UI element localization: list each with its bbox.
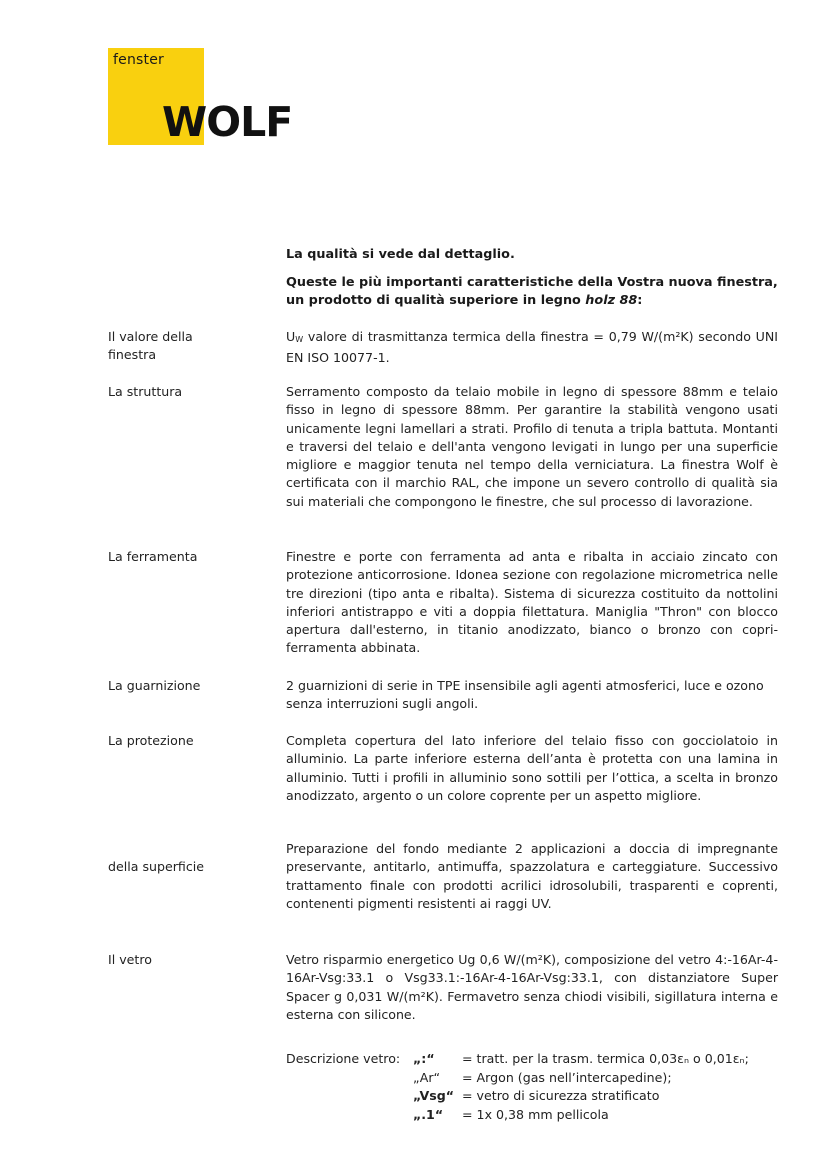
legend-code: „Vsg“ <box>413 1088 455 1103</box>
uw-subscript: W <box>295 335 304 344</box>
legend-definition: = vetro di sicurezza stratificato <box>462 1088 660 1103</box>
section-text: Completa copertura del lato inferiore del telaio fisso con gocciolatoio in alluminio. La parte inferiore esterna dell’anta è protetta con una lamina in alluminio. Tutti i profili in alluminio sono sottili per l’ottica, a scelta in bronzo anodizzato, argento o un colore coprente per un aspetto migliore. <box>286 733 778 803</box>
intro-lead-suffix: : <box>637 293 643 308</box>
section-text: Serramento composto da telaio mobile in legno di spessore 88mm e telaio fisso in legno di spessore 88mm. Per garantire la stabilità vengono usati unicamente legni lamellari a strati. Profilo di tenuta a tripla battuta. Montanti e traversi del telaio e dell'anta vengono levigati in lungo per una superficie migliore e maggior tenuta nel tempo della verniciatura. La finestra Wolf è certificata con il marchio RAL, che impone un severo controllo di qualità sia sui materiali che compongono le finestre, che sul processo di lavorazione. <box>286 384 778 509</box>
intro-lead <box>286 274 778 310</box>
section-text: Vetro risparmio energetico Ug 0,6 W/(m²K), composizione del vetro 4:-16Ar-4-16Ar-Vsg:33.1 o Vsg33.1:-16Ar-4-16Ar-Vsg:33.1, con distanziatore Super Spacer g 0,031 W/(m²K). Fermavetro senza chiodi visibili, sigillatura interna e esterna con silicone. <box>286 952 778 1022</box>
glass-legend-lead: Descrizione vetro: <box>286 1051 401 1066</box>
legend-definition: = 1x 0,38 mm pellicola <box>462 1106 609 1122</box>
section-label: La guarnizione <box>108 678 201 693</box>
section-label: della superficie <box>108 859 205 874</box>
section-label: La ferramenta <box>108 549 198 564</box>
section-label: La struttura <box>108 384 183 399</box>
section-text <box>286 328 778 368</box>
uw-symbol: U <box>286 329 296 344</box>
section-text: Preparazione del fondo mediante 2 applicazioni a doccia di impregnante preservante, antitarlo, antimuffa, spazzolatura e carteggiature. Successivo trattamento finale con prodotti acrilici idrosolubili, trasparenti e coprenti, contenenti pigmenti resistenti ai raggi UV. <box>286 841 778 911</box>
legend-code: „:“ <box>413 1051 435 1066</box>
legend-code: „Ar“ <box>413 1069 441 1085</box>
legend-definition: = Argon (gas nell’intercapedine); <box>462 1069 672 1085</box>
legend-code: „.1“ <box>413 1106 444 1122</box>
uw-text: valore di trasmittanza termica della finestra = 0,79 W/(m²K) secondo UNI EN ISO 10077-1. <box>286 329 778 366</box>
section-text: 2 guarnizioni di serie in TPE insensibile agli agenti atmosferici, luce e ozono senza interruzioni sugli angoli. <box>286 678 764 712</box>
fenster-wolf-logo <box>108 48 293 148</box>
section-label: La protezione <box>108 733 194 748</box>
section-label: Il valore della finestra <box>108 329 193 363</box>
section-text: Finestre e porte con ferramenta ad anta e ribalta in acciaio zincato con protezione anticorrosione. Idonea sezione con regolazione micrometrica nelle tre direzioni (tipo anta e ribalta). Sistema di sicurezza costituito da nottolini inferiori antistrappo e viti a doppia filettatura. Maniglia "Thron" con blocco apertura dall'esterno, in titanio anodizzato, bianco o bronzo con copri-ferramenta abbinata. <box>286 549 778 656</box>
legend-definition: = tratt. per la trasm. termica 0,03εₙ o 0,01εₙ; <box>462 1051 749 1066</box>
intro-lead-prefix: Queste le più importanti caratteristiche della Vostra nuova finestra, un prodotto di qualità superiore in legno <box>286 275 778 308</box>
logo-wolf-text: WOLF <box>162 98 293 146</box>
logo-fenster-text: fenster <box>113 52 164 68</box>
product-name: holz 88 <box>585 293 638 308</box>
section-label: Il vetro <box>108 952 152 967</box>
headline: La qualità si vede dal dettaglio. <box>286 247 515 262</box>
